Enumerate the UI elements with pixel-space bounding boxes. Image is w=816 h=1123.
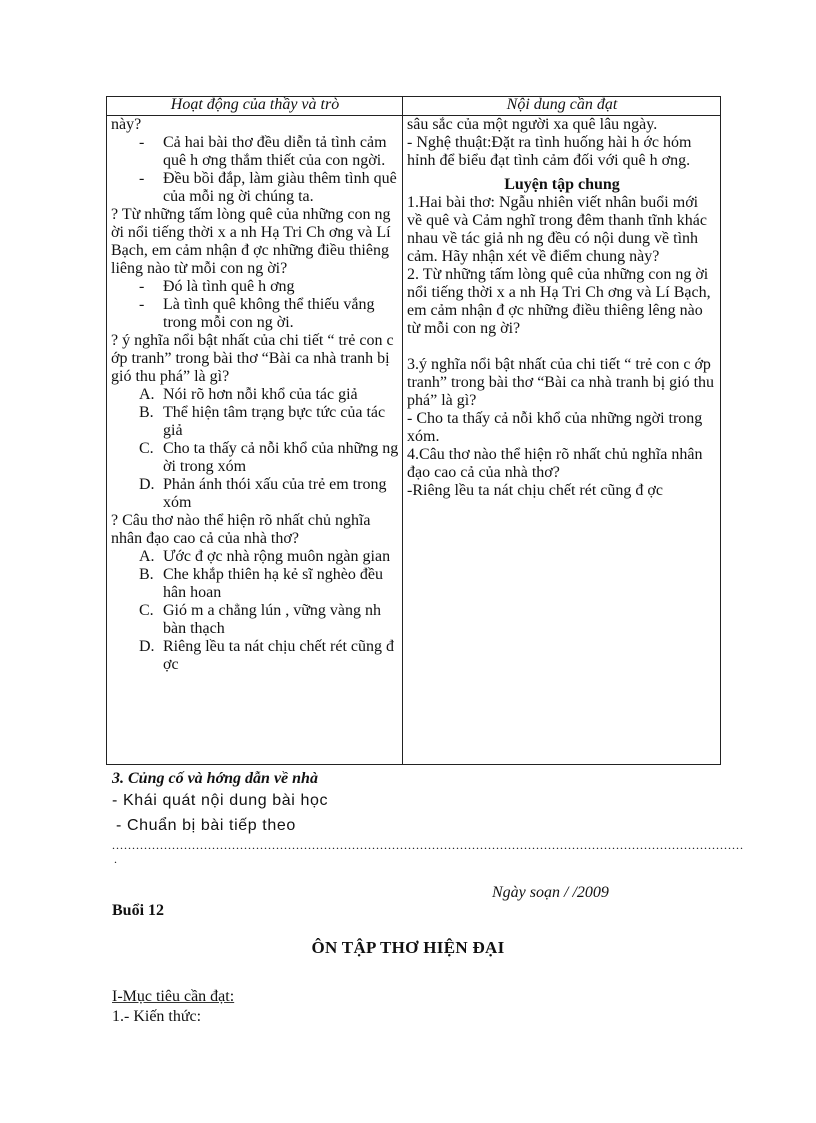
spacer xyxy=(407,338,717,356)
content-text: 1.Hai bài thơ: Ngẫu nhiên viết nhân buổi mới về quê và Cảm nghĩ trong đêm thanh tĩnh khác nhau về tác giả nh ng đều có nội dung về tình cảm. Hãy nhận xét về điểm chung này? xyxy=(407,194,707,265)
content-text: - Nghệ thuật:Đặt ra tình huống hài h ớc hóm hỉnh để biểu đạt tình cảm đối với quê h ơng. xyxy=(407,134,692,169)
option-text: Nói rõ hơn nỗi khổ của tác giả xyxy=(163,386,358,403)
option-text: Che khắp thiên hạ kẻ sĩ nghèo đều hân hoan xyxy=(163,566,383,601)
left-cell xyxy=(107,116,403,765)
content-text: 3.ý nghĩa nổi bật nhất của chi tiết “ trẻ con c ớp tranh” trong bài thơ “Bài ca nhà tranh bị gió thu phá” là gì? xyxy=(407,356,715,409)
option-marker: B. xyxy=(139,404,154,421)
option-marker: A. xyxy=(139,386,155,403)
content-text: -Riêng lều ta nát chịu chết rét cũng đ ợc xyxy=(407,482,663,499)
option-text: Gió m a chẳng lún , vững vàng nh bàn thạch xyxy=(163,602,381,637)
option-item xyxy=(111,386,399,404)
option-item xyxy=(111,548,399,566)
dash-item xyxy=(111,170,399,206)
right-cell xyxy=(403,116,721,765)
dash-text: Cả hai bài thơ đều diễn tả tình cảm quê h ơng thắm thiết của con ngời. xyxy=(163,134,387,169)
option-marker: B. xyxy=(139,566,154,583)
content-text: 2. Từ những tấm lòng quê của những con ng ời nổi tiếng thời x a nh Hạ Tri Ch ơng và Lí Bạch, em cảm nhận đ ợc những điều thiêng lêng nào từ mỗi con ng ời? xyxy=(407,266,711,337)
dash-marker: - xyxy=(139,134,145,151)
preparation-date: Ngày soạn / /2009 xyxy=(492,884,609,901)
knowledge-heading: 1.- Kiến thức: xyxy=(112,1008,202,1025)
content-text: 4.Câu thơ nào thể hiện rõ nhất chủ nghĩa nhân đạo cao cả của nhà thơ? xyxy=(407,446,703,481)
dotted-line: .............................................................................................................................................................. xyxy=(112,838,744,852)
option-item xyxy=(111,404,399,440)
dash-text: Là tình quê không thể thiếu vắng trong mỗi con ng ời. xyxy=(163,296,375,331)
content-text: sâu sắc của một người xa quê lâu ngày. xyxy=(407,116,658,133)
question-text: ? ý nghĩa nổi bật nhất của chi tiết “ trẻ con c ớp tranh” trong bài thơ “Bài ca nhà tranh bị gió thu phá” là gì? xyxy=(111,332,394,385)
header-activity: Hoạt động của thầy và trò xyxy=(107,97,403,116)
practice-title: Luyện tập chung xyxy=(504,176,620,193)
content-text: - Cho ta thấy cả nỗi khổ của những ngời trong xóm. xyxy=(407,410,703,445)
table-row xyxy=(107,116,721,765)
option-text: Riêng lều ta nát chịu chết rét cũng đ ợc xyxy=(163,638,395,673)
cell-text: này? xyxy=(111,116,142,133)
question-text: ? Câu thơ nào thể hiện rõ nhất chủ nghĩa nhân đạo cao cả của nhà thơ? xyxy=(111,512,371,547)
option-item xyxy=(111,638,399,674)
session-number: Buổi 12 xyxy=(112,902,165,919)
option-text: Phản ánh thói xấu của trẻ em trong xóm xyxy=(163,476,387,511)
dash-item xyxy=(111,296,399,332)
option-item xyxy=(111,440,399,476)
option-text: Ước đ ợc nhà rộng muôn ngàn gian xyxy=(163,548,391,565)
section-title: 3. Củng cố và hớng dẫn về nhà xyxy=(112,770,318,787)
dash-text: Đều bồi đắp, làm giàu thêm tình quê của mỗi ng ời chúng ta. xyxy=(163,170,397,205)
dash-marker: - xyxy=(139,278,145,295)
dash-item xyxy=(111,278,399,296)
dash-text: Đó là tình quê h ơng xyxy=(163,278,295,295)
option-marker: C. xyxy=(139,440,154,457)
dash-marker: - xyxy=(139,296,145,313)
option-marker: D. xyxy=(139,476,155,493)
option-item xyxy=(111,566,399,602)
option-text: Cho ta thấy cả nỗi khổ của những ng ời trong xóm xyxy=(163,440,399,475)
page-title: ÔN TẬP THƠ HIỆN ĐẠI xyxy=(311,938,505,957)
dash-item xyxy=(111,134,399,170)
table-header-row xyxy=(107,97,721,116)
option-item xyxy=(111,602,399,638)
dot-mark: . xyxy=(114,852,117,866)
homework-item: - Khái quát nội dung bài học xyxy=(112,792,329,809)
option-marker: D. xyxy=(139,638,155,655)
lesson-table xyxy=(106,96,721,765)
option-text: Thể hiện tâm trạng bực tức của tác giả xyxy=(163,404,386,439)
option-marker: A. xyxy=(139,548,155,565)
question-text: ? Từ những tấm lòng quê của những con ng ời nổi tiếng thời x a nh Hạ Tri Ch ơng và Lí Bạch, em cảm nhận đ ợc những điều thiêng liêng nào từ mỗi con ng ời? xyxy=(111,206,391,277)
option-item xyxy=(111,476,399,512)
objectives-heading: I-Mục tiêu cần đạt: xyxy=(112,988,235,1005)
dash-marker: - xyxy=(139,170,145,187)
header-content: Nội dung cần đạt xyxy=(403,97,721,116)
option-marker: C. xyxy=(139,602,154,619)
homework-item: - Chuẩn bị bài tiếp theo xyxy=(116,817,296,834)
